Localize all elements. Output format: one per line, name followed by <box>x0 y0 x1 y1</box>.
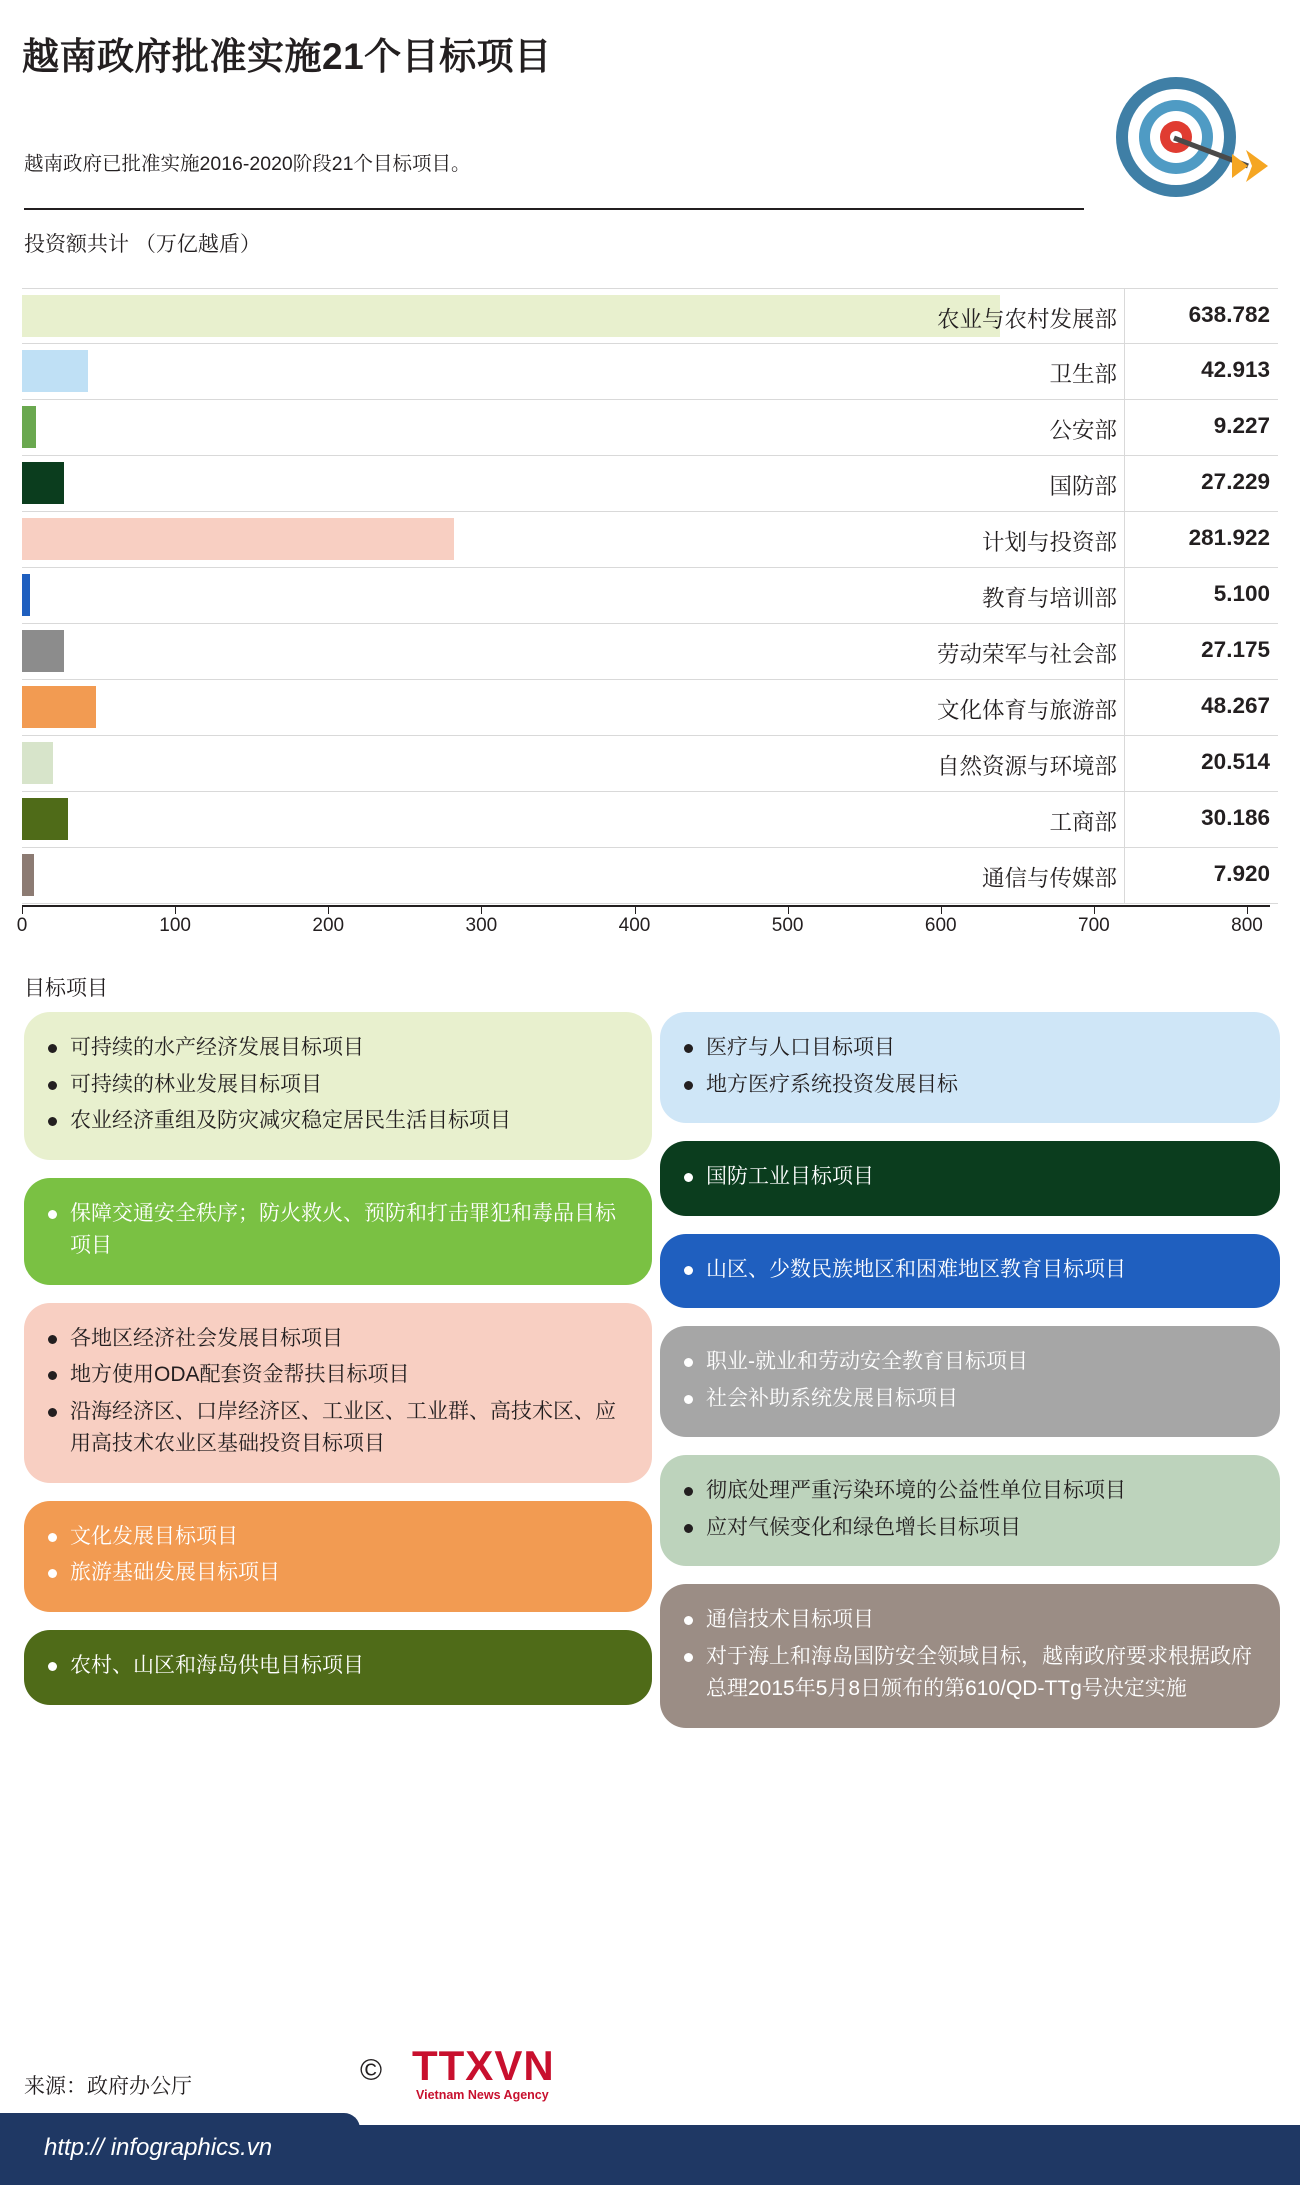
chart-bar <box>22 742 53 784</box>
list-item <box>682 1604 1258 1637</box>
list-item-label: 地方医疗系统投资发展目标 <box>706 1072 958 1096</box>
chart-value-divider <box>1124 736 1125 791</box>
chart-value-label: 42.913 <box>1201 357 1270 382</box>
list-item-label: 沿海经济区、口岸经济区、工业区、工业群、高技术区、应用高技术农业区基础投资目标项目 <box>70 1399 616 1456</box>
header-divider <box>24 208 1084 210</box>
chart-value-label: 30.186 <box>1201 805 1270 830</box>
list-item <box>46 1069 630 1102</box>
list-item-label: 医疗与人口目标项目 <box>706 1036 895 1059</box>
list-item-label: 农业经济重组及防灾减灾稳定居民生活目标项目 <box>70 1109 511 1133</box>
bullet-icon <box>684 1616 693 1625</box>
axis-tick <box>1247 907 1248 914</box>
chart-category-label: 劳动荣军与社会部 <box>936 642 1117 667</box>
chart-category-label: 国防部 <box>1049 474 1117 499</box>
chart-bar <box>22 295 1000 337</box>
list-item <box>682 1641 1258 1706</box>
bullet-icon <box>48 1044 57 1053</box>
axis-line <box>22 905 1270 907</box>
target-icon <box>1096 70 1271 205</box>
axis-tick <box>941 907 942 914</box>
axis-tick <box>788 907 789 914</box>
chart-x-axis <box>16 905 1278 945</box>
bullet-icon <box>48 1081 57 1090</box>
bullet-icon <box>48 1117 57 1126</box>
bullet-icon <box>684 1358 693 1367</box>
chart-category-label: 工商部 <box>1049 810 1117 835</box>
bullet-icon <box>48 1662 57 1671</box>
list-item-label: 社会补助系统发展目标项目 <box>706 1386 958 1410</box>
project-card <box>660 1326 1280 1437</box>
list-item <box>46 1521 630 1554</box>
list-item <box>682 1069 1258 1102</box>
chart-bar <box>22 462 64 504</box>
list-item <box>682 1512 1258 1545</box>
chart-bar <box>22 630 64 672</box>
list-item <box>682 1254 1258 1287</box>
agency-subtitle: Vietnam News Agency <box>416 2088 549 2102</box>
axis-tick <box>22 907 23 914</box>
list-item-label: 农村、山区和海岛供电目标项目 <box>70 1654 364 1678</box>
axis-tick-label: 800 <box>1231 915 1263 936</box>
bullet-icon <box>684 1266 693 1275</box>
bullet-icon <box>684 1487 693 1496</box>
projects-section-label: 目标项目 <box>24 977 108 1000</box>
ttxvn-logo <box>360 2038 660 2108</box>
chart-value-divider <box>1124 792 1125 847</box>
bullet-icon <box>684 1524 693 1533</box>
list-item-label: 保障交通安全秩序；防火救火、预防和打击罪犯和毒品目标项目 <box>70 1201 616 1258</box>
chart-value-label: 7.920 <box>1213 861 1270 886</box>
chart-value-divider <box>1124 680 1125 735</box>
agency-name: TTXVN <box>412 2042 555 2089</box>
axis-tick-label: 300 <box>465 915 498 936</box>
chart-value-label: 281.922 <box>1188 525 1270 550</box>
bullet-icon <box>684 1044 693 1053</box>
project-card <box>24 1012 652 1160</box>
chart-rows <box>22 288 1278 904</box>
list-item-label: 对于海上和海岛国防安全领域目标，越南政府要求根据政府总理2015年5月8日颁布的第610/QD-TTg号决定实施 <box>706 1644 1252 1701</box>
chart-category-label: 通信与传媒部 <box>981 866 1117 891</box>
page-title: 越南政府批准实施21个目标项目 <box>22 36 552 77</box>
chart-row <box>22 680 1278 736</box>
source-text: 来源：政府办公厅 <box>24 2075 192 2098</box>
axis-tick <box>481 907 482 914</box>
list-item <box>46 1105 630 1138</box>
axis-tick-label: 500 <box>771 915 804 936</box>
chart-value-divider <box>1124 344 1125 399</box>
chart-category-label: 教育与培训部 <box>981 586 1117 611</box>
chart-value-divider <box>1124 848 1125 903</box>
axis-tick <box>1094 907 1095 914</box>
chart-row <box>22 512 1278 568</box>
chart-value-label: 27.229 <box>1201 469 1270 494</box>
chart-bar <box>22 854 34 896</box>
chart-bar <box>22 574 30 616</box>
chart-value-divider <box>1124 624 1125 679</box>
bullet-icon <box>48 1210 57 1219</box>
chart-row <box>22 400 1278 456</box>
list-item-label: 国防工业目标项目 <box>706 1165 874 1189</box>
list-item <box>682 1346 1258 1379</box>
copyright-symbol: © <box>360 2054 383 2087</box>
list-item <box>682 1475 1258 1508</box>
chart-bar <box>22 350 88 392</box>
project-card <box>24 1501 652 1612</box>
list-item <box>682 1161 1258 1194</box>
chart-row <box>22 792 1278 848</box>
chart-category-label: 自然资源与环境部 <box>936 754 1117 779</box>
list-item <box>682 1383 1258 1416</box>
list-item-label: 职业-就业和劳动安全教育目标项目 <box>706 1350 1028 1374</box>
chart-value-label: 20.514 <box>1201 749 1270 774</box>
project-card <box>24 1303 652 1483</box>
chart-value-label: 27.175 <box>1201 637 1270 662</box>
chart-row <box>22 568 1278 624</box>
list-item-label: 可持续的林业发展目标项目 <box>70 1072 322 1096</box>
axis-tick <box>175 907 176 914</box>
bullet-icon <box>684 1653 693 1662</box>
bullet-icon <box>48 1335 57 1344</box>
list-item-label: 通信技术目标项目 <box>706 1608 874 1632</box>
chart-category-label: 计划与投资部 <box>981 530 1117 555</box>
investment-bar-chart <box>16 288 1278 936</box>
list-item-label: 旅游基础发展目标项目 <box>70 1561 280 1585</box>
list-item-label: 山区、少数民族地区和困难地区教育目标项目 <box>706 1257 1126 1281</box>
axis-tick-label: 400 <box>618 915 651 936</box>
projects-column-right <box>660 1012 1280 1746</box>
list-item-label: 应对气候变化和绿色增长目标项目 <box>706 1515 1021 1539</box>
axis-tick-label: 600 <box>924 915 957 936</box>
axis-tick <box>635 907 636 914</box>
bullet-icon <box>48 1408 57 1417</box>
list-item <box>682 1032 1258 1065</box>
chart-value-label: 9.227 <box>1213 413 1270 438</box>
axis-tick-label: 200 <box>312 915 345 936</box>
list-item <box>46 1198 630 1263</box>
project-card <box>24 1178 652 1285</box>
list-item <box>46 1323 630 1356</box>
chart-category-label: 卫生部 <box>1049 362 1117 387</box>
chart-value-divider <box>1124 568 1125 623</box>
bullet-icon <box>48 1533 57 1542</box>
chart-value-divider <box>1124 289 1125 343</box>
project-card <box>660 1455 1280 1566</box>
list-item-label: 地方使用ODA配套资金帮扶目标项目 <box>70 1363 410 1387</box>
project-card <box>660 1141 1280 1216</box>
axis-tick-label: 100 <box>159 915 191 936</box>
list-item <box>46 1557 630 1590</box>
chart-bar <box>22 798 68 840</box>
chart-category-label: 文化体育与旅游部 <box>936 698 1117 723</box>
bullet-icon <box>48 1569 57 1578</box>
chart-row <box>22 848 1278 904</box>
chart-category-label: 农业与农村发展部 <box>936 307 1117 332</box>
bullet-icon <box>684 1173 693 1182</box>
list-item-label: 文化发展目标项目 <box>70 1524 238 1548</box>
chart-value-divider <box>1124 456 1125 511</box>
footer-url[interactable]: http:// infographics.vn <box>44 2134 273 2161</box>
project-card <box>24 1630 652 1705</box>
chart-value-divider <box>1124 512 1125 567</box>
chart-row <box>22 288 1278 344</box>
chart-category-label: 公安部 <box>1049 418 1117 443</box>
projects-column-left <box>24 1012 652 1723</box>
chart-value-label: 638.782 <box>1188 302 1270 327</box>
chart-row <box>22 736 1278 792</box>
list-item-label: 各地区经济社会发展目标项目 <box>70 1326 343 1350</box>
project-card <box>660 1012 1280 1123</box>
page-subtitle: 越南政府已批准实施2016-2020阶段21个目标项目。 <box>24 153 471 175</box>
chart-value-label: 48.267 <box>1201 693 1270 718</box>
chart-unit-label: 投资额共计 （万亿越盾） <box>24 233 261 256</box>
list-item <box>46 1650 630 1683</box>
bullet-icon <box>48 1371 57 1380</box>
axis-tick-label: 700 <box>1078 915 1110 936</box>
chart-bar <box>22 518 454 560</box>
project-card <box>660 1584 1280 1728</box>
chart-value-divider <box>1124 400 1125 455</box>
bullet-icon <box>684 1081 693 1090</box>
chart-value-label: 5.100 <box>1213 581 1270 606</box>
list-item <box>46 1396 630 1461</box>
chart-bar <box>22 686 96 728</box>
chart-row <box>22 344 1278 400</box>
chart-bar <box>22 406 36 448</box>
axis-tick <box>328 907 329 914</box>
bullet-icon <box>684 1395 693 1404</box>
chart-row <box>22 456 1278 512</box>
list-item-label: 可持续的水产经济发展目标项目 <box>70 1036 364 1059</box>
chart-row <box>22 624 1278 680</box>
project-card <box>660 1234 1280 1309</box>
list-item <box>46 1032 630 1065</box>
list-item-label: 彻底处理严重污染环境的公益性单位目标项目 <box>706 1479 1126 1503</box>
list-item <box>46 1359 630 1392</box>
axis-tick-label: 0 <box>16 915 28 936</box>
